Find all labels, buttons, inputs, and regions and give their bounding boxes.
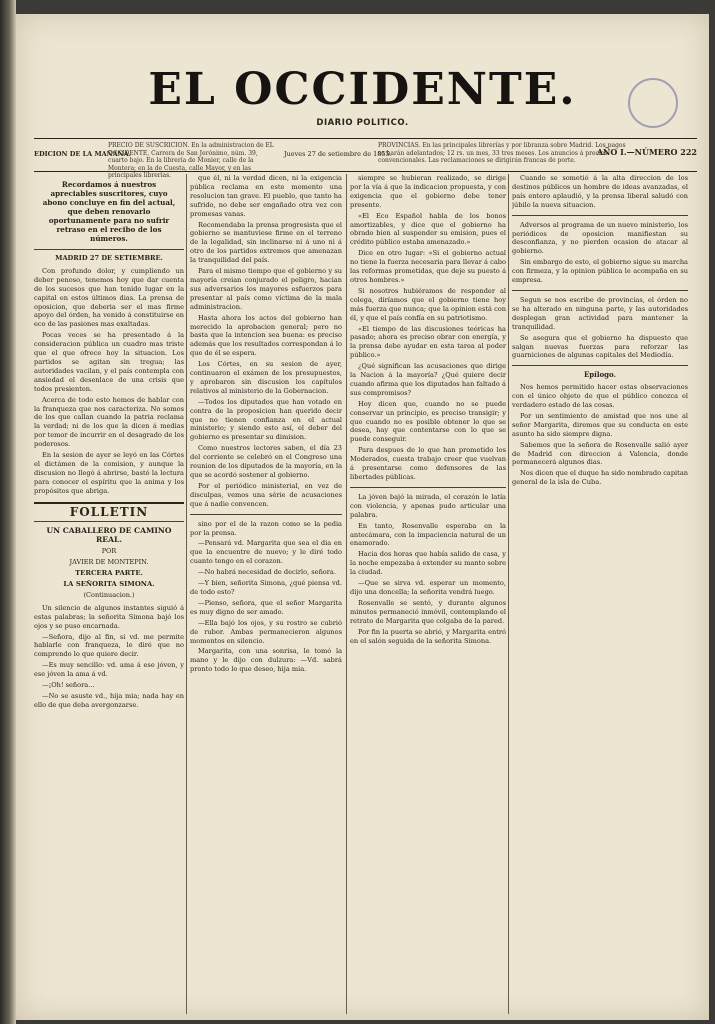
divider xyxy=(512,290,688,291)
paragraph: que él, ni la verdad dicen, ni la exigencia pública reclama en este momento una resolucion tan grave. El pueblo, que tanto ha sufrido, no debe ser engañado otra vez con promesas vanas. xyxy=(190,174,342,218)
paragraph: Hoy dicen que, cuando no se puede conservar un principio, es preciso transigir; y que cuando no es posible obtener lo que se desea, hay que contentarse con lo que se puede conseguir. xyxy=(350,399,506,444)
paragraph: —Todos los diputados que han votado en contra de la proposicion han querido decir que no tienen confianza en el actual ministerio; y siendo esto así, el deber del gobierno es presentar su dimision. xyxy=(190,397,342,442)
paragraph: Para despues de lo que han prometido los Moderados, cuesta trabajo creer que vuelvan á presentarse como defensores de las libertades públicas. xyxy=(350,446,506,481)
paragraph: La jóven bajó la mirada, el corazón le latía con violencia, y apenas pudo articular una palabra. xyxy=(350,492,506,519)
column-3 xyxy=(350,174,506,1010)
divider xyxy=(34,521,184,522)
paragraph: sino por el de la razon como se la pedia por la prensa. xyxy=(190,519,342,537)
serial-title: UN CABALLERO DE CAMINO REAL. xyxy=(46,526,172,545)
column-2 xyxy=(190,174,342,1010)
paragraph: En tanto, Rosenvalle esperaba en la antecámara, con la impaciencia natural de un enamorado. xyxy=(350,521,506,548)
paragraph: Para el mismo tiempo que el gobierno y su mayoría creian conjurado el peligro, hacian sus adversarios los mayores esfuerzos para presentar al país como víctima de la mala administracion. xyxy=(190,267,342,311)
divider xyxy=(512,365,688,366)
paragraph: Nos hemos permitido hacer estas observaciones con el único objeto de que el público conozca el verdadero estado de las cosas. xyxy=(512,383,688,410)
paragraph: Nos dicen que el duque ha sido nombrado capitan general de la isla de Cuba. xyxy=(512,469,688,487)
paragraph: —No se asuste vd., hija mia; nada hay en ello de que deba avergonzarse. xyxy=(34,691,184,709)
book-spine xyxy=(0,0,16,1024)
library-stamp xyxy=(628,78,678,128)
newspaper-page xyxy=(16,14,709,1020)
paragraph: —No habrá necesidad de decirlo, señora. xyxy=(198,568,336,577)
paragraph: Por un sentimiento de amistad que nos une al señor Margarita, diremos que su conducta en este asunto ha sido siempre digna. xyxy=(512,411,688,438)
byline-label: POR xyxy=(101,547,117,556)
paragraph: Cuando se sometió á la alta direccion de los destinos públicos un hombre de ideas avanzadas, el país entero aplaudió, y la prensa liberal saludó con júbilo la nueva situacion. xyxy=(512,174,688,209)
paragraph: Como nuestros lectores saben, el día 23 del corriente se celebró en el Congreso una reunion de los diputados de la mayoría, en la que se acordó sostener al gobierno. xyxy=(190,444,342,479)
column-4 xyxy=(512,174,688,1010)
serial-author: JAVIER DE MONTEPIN. xyxy=(69,558,149,567)
paragraph: —Señora, dijo al fin, si vd. me permite hablarle con franqueza, le diré que no comprendo lo que quiere decir. xyxy=(34,632,184,659)
paragraph: Se asegura que el gobierno ha dispuesto que salgan nuevas fuerzas para reforzar las guarniciones de algunas capitales del Mediodía. xyxy=(512,333,688,360)
subscription-prices: PRECIO DE SUSCRICION. En la administracion de EL OCCIDENTE, Carrera de San Jerónimo, núm. 39, cuarto bajo. En la librería de Monier, calle de la Montera; en la de Cuesta, calle Mayor, y en las principales librerías. xyxy=(108,142,274,179)
paragraph: Acerca de todo esto hemos de hablar con la franqueza que nos caracteriza. No somos de los que callan cuando la patria reclama la verdad; ni de los que la dicen á medias por temor de incurrir en el desagrado de los poderosos. xyxy=(34,395,184,449)
paragraph: Con profundo dolor, y cumpliendo un deber penoso, tenemos hoy que dar cuenta de los sucesos que han tenido lugar en la capital en estos últimos dias. La prensa de oposicion, que deberia ser el mas firme apoyo del órden, ha venido á constituirse en eco de las pasiones mas exaltadas. xyxy=(34,266,184,329)
paragraph: Segun se nos escribe de provincias, el órden no se ha alterado en ninguna parte, y las autoridades desplegan gran actividad para mantener la tranquilidad. xyxy=(512,295,688,331)
paragraph: Sin embargo de esto, el gobierno sigue su marcha con firmeza, y la opinion pública le acompaña en su empresa. xyxy=(512,258,688,285)
section-heading: Epílogo. xyxy=(583,370,617,380)
paragraph: Por el periódico ministerial, en vez de disculpas, vemos una série de acusaciones que á nadie convencen. xyxy=(190,481,342,508)
paragraph: —Ella bajó los ojos, y su rostro se cubrió de rubor. Ambas permanecieron algunos momentos en silencio. xyxy=(190,618,342,645)
paragraph: —Y bien, señorita Simona, ¿qué piensa vd. de todo esto? xyxy=(190,579,342,596)
paragraph: Recomendaba la prensa progresista que el gobierno se mantuviese firme en el terreno de la legalidad, sin inclinarse ni á uno ni á otro de los partidos extremos que amenazan la tranquilidad del país. xyxy=(190,220,342,265)
paragraph: Margarita, con una sonrisa, le tomó la mano y le dijo con dulzura: —Vd. sabrá pronto todo lo que deseo, hija mia. xyxy=(190,647,342,674)
paragraph: «El Eco Español habla de los bonos amortizables, y dice que el gobierno ha obrado bien al suspender su emision, pues el crédito público estaba amenazado.» xyxy=(350,211,506,247)
paragraph: —¡Oh! señora... xyxy=(42,681,95,690)
dateline: MADRID 27 DE SETIEMBRE. xyxy=(55,254,163,262)
folletin-section xyxy=(34,502,184,710)
column-1 xyxy=(34,174,184,1010)
paragraph: Sabemos que la señora de Rosenvalle salió ayer de Madrid con direccion á Valencia, donde permanecerá algunos dias. xyxy=(512,440,688,467)
folletin-label: FOLLETIN xyxy=(69,504,149,519)
paragraph: «El tiempo de las discusiones teóricas ha pasado; ahora es preciso obrar con energía, y la prensa debe ayudar en esta tarea al poder público.» xyxy=(350,324,506,360)
column-rule xyxy=(508,174,509,1014)
paragraph: Pocas veces se ha presentado á la consideracion pública un cuadro mas triste que el que ofrece hoy la situacion. Los partidos se agitan sin tregua; las autoridades vacilan, y el país contempla con ansiedad el desenlace de una crisis que todos presienten. xyxy=(34,331,184,393)
paragraph: siempre se hubieran realizado, se dirige por la vía á que la indicacion propuesta, y con exigencia que el gobierno debe tener presente. xyxy=(350,174,506,209)
paragraph: Por fin la puerta se abrió, y Margarita entró en el salón seguida de la señorita Simona. xyxy=(350,627,506,645)
paragraph: Los Córtes, en su sesion de ayer, continuaron el exámen de los presupuestos, y aprobaron sin discusion los capítulos relativos al ministerio de la Gobernacion. xyxy=(190,360,342,395)
issue-date: Jueves 27 de setiembre de 1855. xyxy=(284,150,392,158)
paragraph: Hasta ahora los actos del gobierno han merecido la aprobacion general; pero no basta que la intencion sea buena: es preciso además que los resultados correspondan á lo que de él se espera. xyxy=(190,313,342,358)
serial-chapter: LA SEÑORITA SIMONA. xyxy=(63,580,155,588)
masthead-title: EL OCCIDENTE. xyxy=(148,64,577,115)
paragraph: —Es muy sencillo: vd. ama á ese jóven, y ese jóven la ama á vd. xyxy=(34,661,184,679)
serial-part: TERCERA PARTE. xyxy=(75,569,143,578)
divider xyxy=(512,215,688,216)
subscription-notice: Recordamos á nuestros apreciables suscritores, cuyo abono concluye en fin del actual, que deben renovarlo oportunamente para no sufrir retraso en el recibo de los números. xyxy=(34,174,184,250)
divider xyxy=(190,514,342,515)
paragraph: —Que se sirva vd. esperar un momento, dijo una doncella; la señorita vendrá luego. xyxy=(350,579,506,596)
paragraph: ¿Qué significan las acusaciones que dirige la Nacion á la mayoría? ¿Qué quiere decir cuando afirma que los diputados han faltado á sus compromisos? xyxy=(350,362,506,397)
paragraph: Hacia dos horas que había salido de casa, y la noche empezaba á extender su manto sobre la ciudad. xyxy=(350,550,506,577)
paragraph: —Pienso, señora, que el señor Margarita es muy digno de ser amado. xyxy=(190,598,342,616)
masthead-subtitle: DIARIO POLITICO. xyxy=(316,118,409,128)
paragraph: Si nosotros hubiéramos de responder al colega, diríamos que el gobierno tiene hoy más fuerza que nunca; que la opinion está con él, y que el país confía en su patriotismo. xyxy=(350,286,506,322)
paragraph: Un silencio de algunos instantes siguió á estas palabras; la señorita Simona bajó los ojos y se puso encarnada. xyxy=(34,603,184,630)
paragraph: En la sesion de ayer se leyó en las Córtes el dictámen de la comision, y aunque la discusion no llegó á abrirse, bastó la lectura para conocer el espíritu que la anima y los propósitos que abriga. xyxy=(34,451,184,495)
info-bar xyxy=(34,138,697,179)
provinces-info: PROVINCIAS. En las principales librerías y por libranza sobre Madrid. Los pagos se harán adelantados; 12 rs. un mes, 33 tres meses. Los anuncios á precios convencionales. Las reclamaciones se dirigirán francas de porte. xyxy=(378,142,626,164)
paragraph: —Pensará vd. Margarita que sea el dia en que la encuentre de nuevo; y le diré todo cuanto tengo en el corazon. xyxy=(190,539,342,566)
issue-number: AÑO I.—NÚMERO 222 xyxy=(596,147,697,157)
serial-continuation: (Continuacion.) xyxy=(83,590,135,599)
paragraph: Rosenvalle se sentó, y durante algunos minutos permaneció inmóvil, contemplando el retrato de Margarita que colgaba de la pared. xyxy=(350,598,506,625)
edition-label: EDICION DE LA MAÑANA. xyxy=(34,150,131,158)
paragraph: Dice en otro lugar: «Si el gobierno actual no tiene la fuerza necesaria para llevar á cabo las reformas prometidas, que deje su puesto á otros hombres.» xyxy=(350,249,506,284)
column-rule xyxy=(186,174,187,1014)
paragraph: Adversos al programa de un nuevo ministerio, los periódicos de oposicion manifiestan su desconfianza, y no pierden ocasion de atacar al gobierno. xyxy=(512,220,688,256)
divider xyxy=(350,487,506,488)
column-rule xyxy=(346,174,347,1014)
